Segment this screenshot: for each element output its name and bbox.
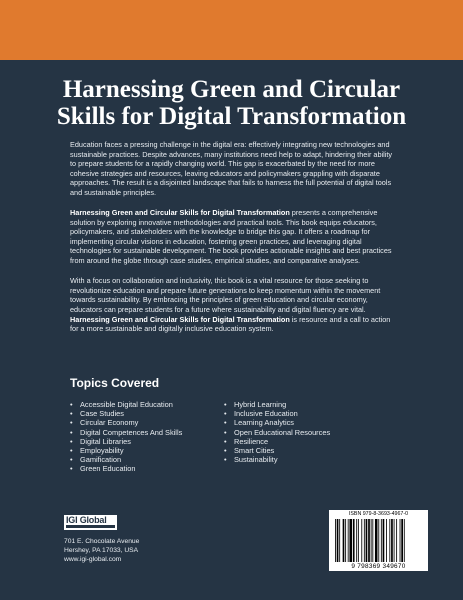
barcode-bar — [391, 519, 393, 562]
description-book-title-bold: Harnessing Green and Circular Skills for Digital Transformation — [70, 208, 290, 218]
publisher-logo — [64, 515, 117, 530]
barcode-bar — [337, 519, 339, 562]
topic-item: • Hybrid Learning — [222, 400, 330, 409]
topics-list-right — [222, 400, 330, 464]
topic-item: • Learning Analytics — [222, 418, 330, 427]
book-description — [70, 140, 400, 344]
barcode-bar — [343, 519, 345, 562]
barcode-bar — [356, 519, 357, 562]
book-title — [0, 76, 463, 130]
barcode-bar — [335, 519, 336, 562]
barcode-bar — [348, 519, 349, 562]
topic-item: • Sustainability — [222, 455, 330, 464]
barcode-bar — [349, 519, 352, 562]
barcode-bar — [358, 519, 359, 562]
barcode-bar — [368, 519, 370, 562]
description-book-title-bold-2: Harnessing Green and Circular Skills for Digital Transformation — [70, 314, 290, 324]
barcode-bar — [375, 519, 378, 562]
topic-item: • Smart Cities — [222, 446, 330, 455]
barcode-digits: 9 798369 349670 — [351, 563, 406, 570]
topic-item: • Employability — [68, 446, 182, 455]
topic-item: • Digital Libraries — [68, 437, 182, 446]
barcode-bar — [401, 519, 403, 562]
description-paragraph-3-end: is resource and a call to action for a more sustainable and digitally inclusive education system. — [70, 314, 391, 334]
address-line-1: 701 E. Chocolate Avenue — [64, 538, 140, 545]
topic-item: • Accessible Digital Education — [68, 400, 182, 409]
barcode-bar — [372, 519, 373, 562]
topics-heading: Topics Covered — [70, 376, 160, 390]
barcode-bar — [404, 519, 405, 562]
barcode-bar — [345, 519, 346, 562]
topic-item: • Case Studies — [68, 409, 182, 418]
isbn-barcode — [329, 510, 428, 571]
barcode-bar — [396, 519, 397, 562]
barcode-bar — [383, 519, 385, 562]
description-paragraph-3 — [70, 276, 400, 334]
publisher-website: www.igi-global.com — [64, 556, 122, 563]
barcode-bar — [389, 519, 390, 562]
topic-item: • Digital Competences And Skills — [68, 428, 182, 437]
barcode-bar — [366, 519, 368, 562]
topic-item: • Green Education — [68, 464, 182, 473]
barcode-bar — [353, 519, 355, 562]
title-line-1: Harnessing Green and Circular — [62, 76, 401, 103]
isbn-label: ISBN 979-8-3693-4967-0 — [348, 511, 409, 517]
publisher-logo-text: IGI Global — [66, 515, 107, 525]
topics-list-left — [68, 400, 182, 474]
barcode-bar — [339, 519, 340, 562]
description-paragraph-3-text: With a focus on collaboration and inclusivity, this book is a vital resource for those seeking to revolutionize education and prepare future generations to keep momentum within the movement towards sustainability. By embracing the principles of green education and circular economy, educators can prepare students for a future where sustainability and digital fluency are vital. — [70, 276, 381, 314]
title-line-2: Skills for Digital Transformation — [56, 103, 407, 130]
barcode-bar — [381, 519, 382, 562]
top-color-band — [0, 0, 463, 60]
barcode-bar — [386, 519, 387, 562]
barcode-bar — [378, 519, 379, 562]
barcode-bar — [364, 519, 365, 562]
barcode-bar — [371, 519, 372, 562]
publisher-logo-bar — [66, 525, 115, 528]
topic-item: • Gamification — [68, 455, 182, 464]
topic-item: • Resilience — [222, 437, 330, 446]
topic-item: • Circular Economy — [68, 418, 182, 427]
barcode-bar — [400, 519, 401, 562]
publisher-address — [64, 537, 139, 564]
barcode-bars — [335, 519, 422, 562]
barcode-bar — [361, 519, 362, 562]
barcode-bar — [394, 519, 395, 562]
description-paragraph-2-text: presents a comprehensive solution by exploring innovative methodologies and practical tools. This book equips educators, policymakers, and stakeholders with the knowledge to bridge this gap. It offers a roadmap for implementing circular visions in education, fostering green practices, and leveraging digital technologies for sustainable development. The book provides actionable insights and best practices from around the globe through case studies, empirical studies, and comparative analyses. — [70, 208, 392, 266]
description-paragraph-1: Education faces a pressing challenge in the digital era: effectively integrating new technologies and sustainable practices. Despite advances, many institutions need help to adapt, hindering their ability to prepare students for a rapidly changing world. This gap is exacerbated by the need for more cohesive strategies and resources, leaving educators and policymakers grappling with disparate approaches. The result is a disjointed landscape that fails to harness the full potential of digital tools and sustainable principles. — [70, 140, 393, 197]
topic-item: • Open Educational Resources — [222, 428, 330, 437]
topic-item: • Inclusive Education — [222, 409, 330, 418]
address-line-2: Hershey, PA 17033, USA — [64, 547, 139, 554]
description-paragraph-2 — [70, 208, 400, 266]
